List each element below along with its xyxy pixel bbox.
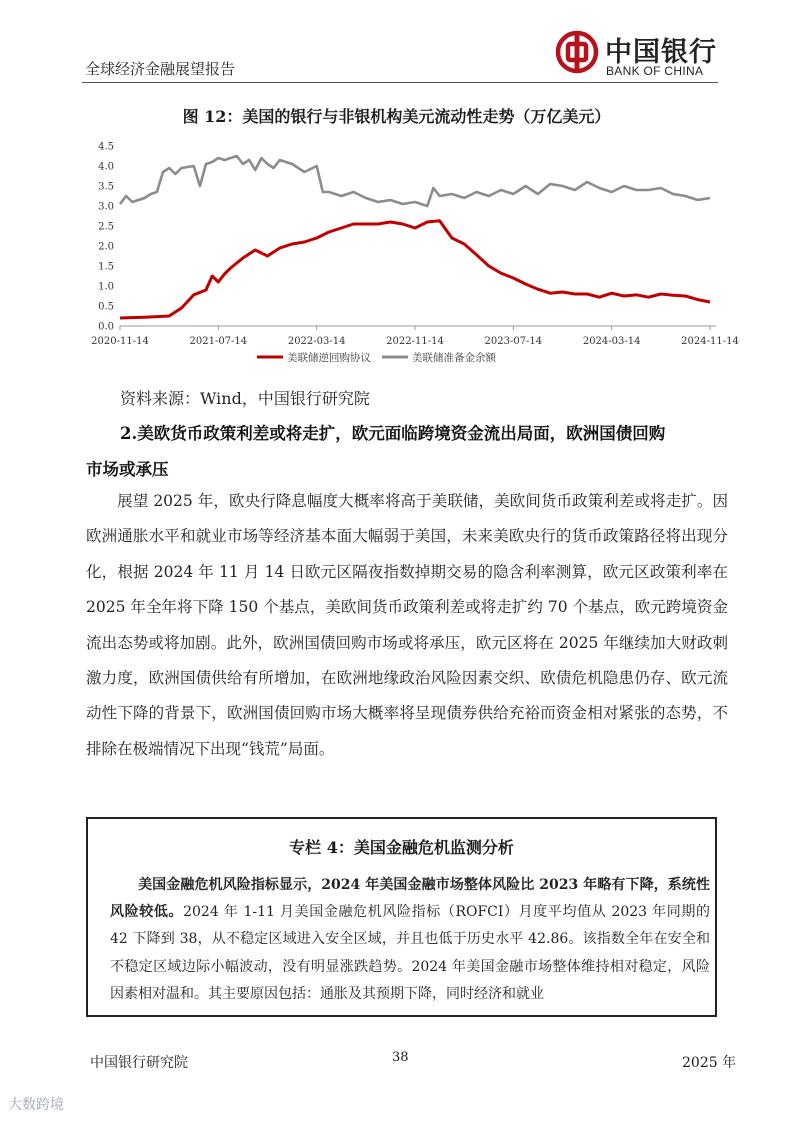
logo-chinese-name: 中国银行 bbox=[605, 37, 717, 68]
column-box-body: 2024 年 1-11 月美国金融危机风险指标（ROFCI）月度平均值从 2023 年同期的 42 下降到 38，从不稳定区域进入安全区域，并且也低于历史水平 42.86。该指数全年在安全和不稳定区域边际小幅波动，没有明显涨跌趋势。2024 年美国金融市场整体维持相对稳定，风险因素相对温和。其主要原因包括：通胀及其预期下降，同时经济和就业 bbox=[110, 904, 711, 1002]
x-tick-label: 2022-03-14 bbox=[287, 336, 346, 347]
y-tick-label: 1.5 bbox=[98, 261, 114, 273]
x-tick-label: 2024-11-14 bbox=[681, 336, 739, 347]
y-tick-label: 0.5 bbox=[98, 301, 114, 313]
figure-source: 资料来源：Wind，中国银行研究院 bbox=[120, 389, 370, 408]
legend-label: 美联储逆回购协议 bbox=[287, 352, 371, 364]
column-box-paragraph bbox=[110, 872, 710, 1008]
section-heading-line2: 市场或承压 bbox=[86, 460, 169, 479]
x-axis bbox=[91, 326, 739, 347]
y-tick-label: 1.0 bbox=[98, 281, 114, 293]
chart-legend bbox=[257, 351, 496, 364]
column-box-lead: 美国金融危机风险指标显示，2024 年美国金融市场整体风险比 2023 年略有下降，系统性风险较低。 bbox=[110, 877, 710, 921]
footer-year: 2025 年 bbox=[682, 1055, 737, 1071]
y-tick-label: 3.0 bbox=[98, 201, 114, 213]
y-axis bbox=[98, 142, 716, 333]
figure-title: 图 12：美国的银行与非银机构美元流动性走势（万亿美元） bbox=[182, 107, 611, 126]
series-line-reserve-balance bbox=[120, 156, 710, 206]
legend-label: 美联储准备金余额 bbox=[412, 352, 496, 364]
y-tick-label: 4.5 bbox=[98, 141, 114, 153]
footer-organization: 中国银行研究院 bbox=[90, 1055, 188, 1071]
liquidity-line-chart bbox=[82, 136, 739, 368]
body-paragraph-text: 展望 2025 年，欧央行降息幅度大概率将高于美联储，美欧间货币政策利差或将走扩。因欧洲通胀水平和就业市场等经济基本面大幅弱于美国，未来美欧央行的货币政策路径将出现分化，根据 2024 年 11 月 14 日欧元区隔夜指数掉期交易的隐含利率测算，欧元区政策利率在 2025 年全年将下降 150 个基点，美欧间货币政策利差或将走扩约 70 个基点，欧元跨境资金流出态势或将加剧。此外，欧洲国债回购市场或将承压，欧元区将在 2025 年继续加大财政刺激力度，欧洲国债供给有所增加，在欧洲地缘政治风险因素交织、欧债危机隐患仍存、欧元流动性下降的背景下，欧洲国债回购市场大概率将呈现债券供给充裕而资金相对紧张的态势，不排除在极端情况下出现“钱荒”局面。 bbox=[86, 492, 728, 758]
header-divider bbox=[82, 82, 718, 83]
series-line-reverse-repo bbox=[120, 221, 710, 318]
y-tick-label: 0.0 bbox=[98, 321, 114, 333]
report-title: 全球经济金融展望报告 bbox=[85, 60, 236, 78]
x-tick-label: 2021-07-14 bbox=[189, 336, 248, 347]
bank-of-china-emblem-icon bbox=[558, 32, 596, 72]
page-number: 38 bbox=[392, 1050, 409, 1065]
x-tick-label: 2023-07-14 bbox=[484, 336, 543, 347]
x-tick-label: 2020-11-14 bbox=[91, 336, 149, 347]
section-heading-line1: 2.美欧货币政策利差或将走扩，欧元面临跨境资金流出局面，欧洲国债回购 bbox=[120, 424, 666, 443]
watermark: 大数跨境 bbox=[8, 1097, 64, 1113]
y-tick-label: 4.0 bbox=[98, 161, 114, 173]
y-tick-label: 3.5 bbox=[98, 181, 114, 193]
series-lines bbox=[120, 156, 710, 318]
x-tick-label: 2022-11-14 bbox=[386, 336, 444, 347]
x-tick-label: 2024-03-14 bbox=[582, 336, 641, 347]
y-tick-label: 2.0 bbox=[98, 241, 114, 253]
y-tick-label: 2.5 bbox=[98, 221, 114, 233]
logo-english-name: BANK OF CHINA bbox=[606, 64, 704, 78]
column-box-title: 专栏 4：美国金融危机监测分析 bbox=[289, 838, 514, 857]
body-paragraph bbox=[86, 484, 728, 767]
